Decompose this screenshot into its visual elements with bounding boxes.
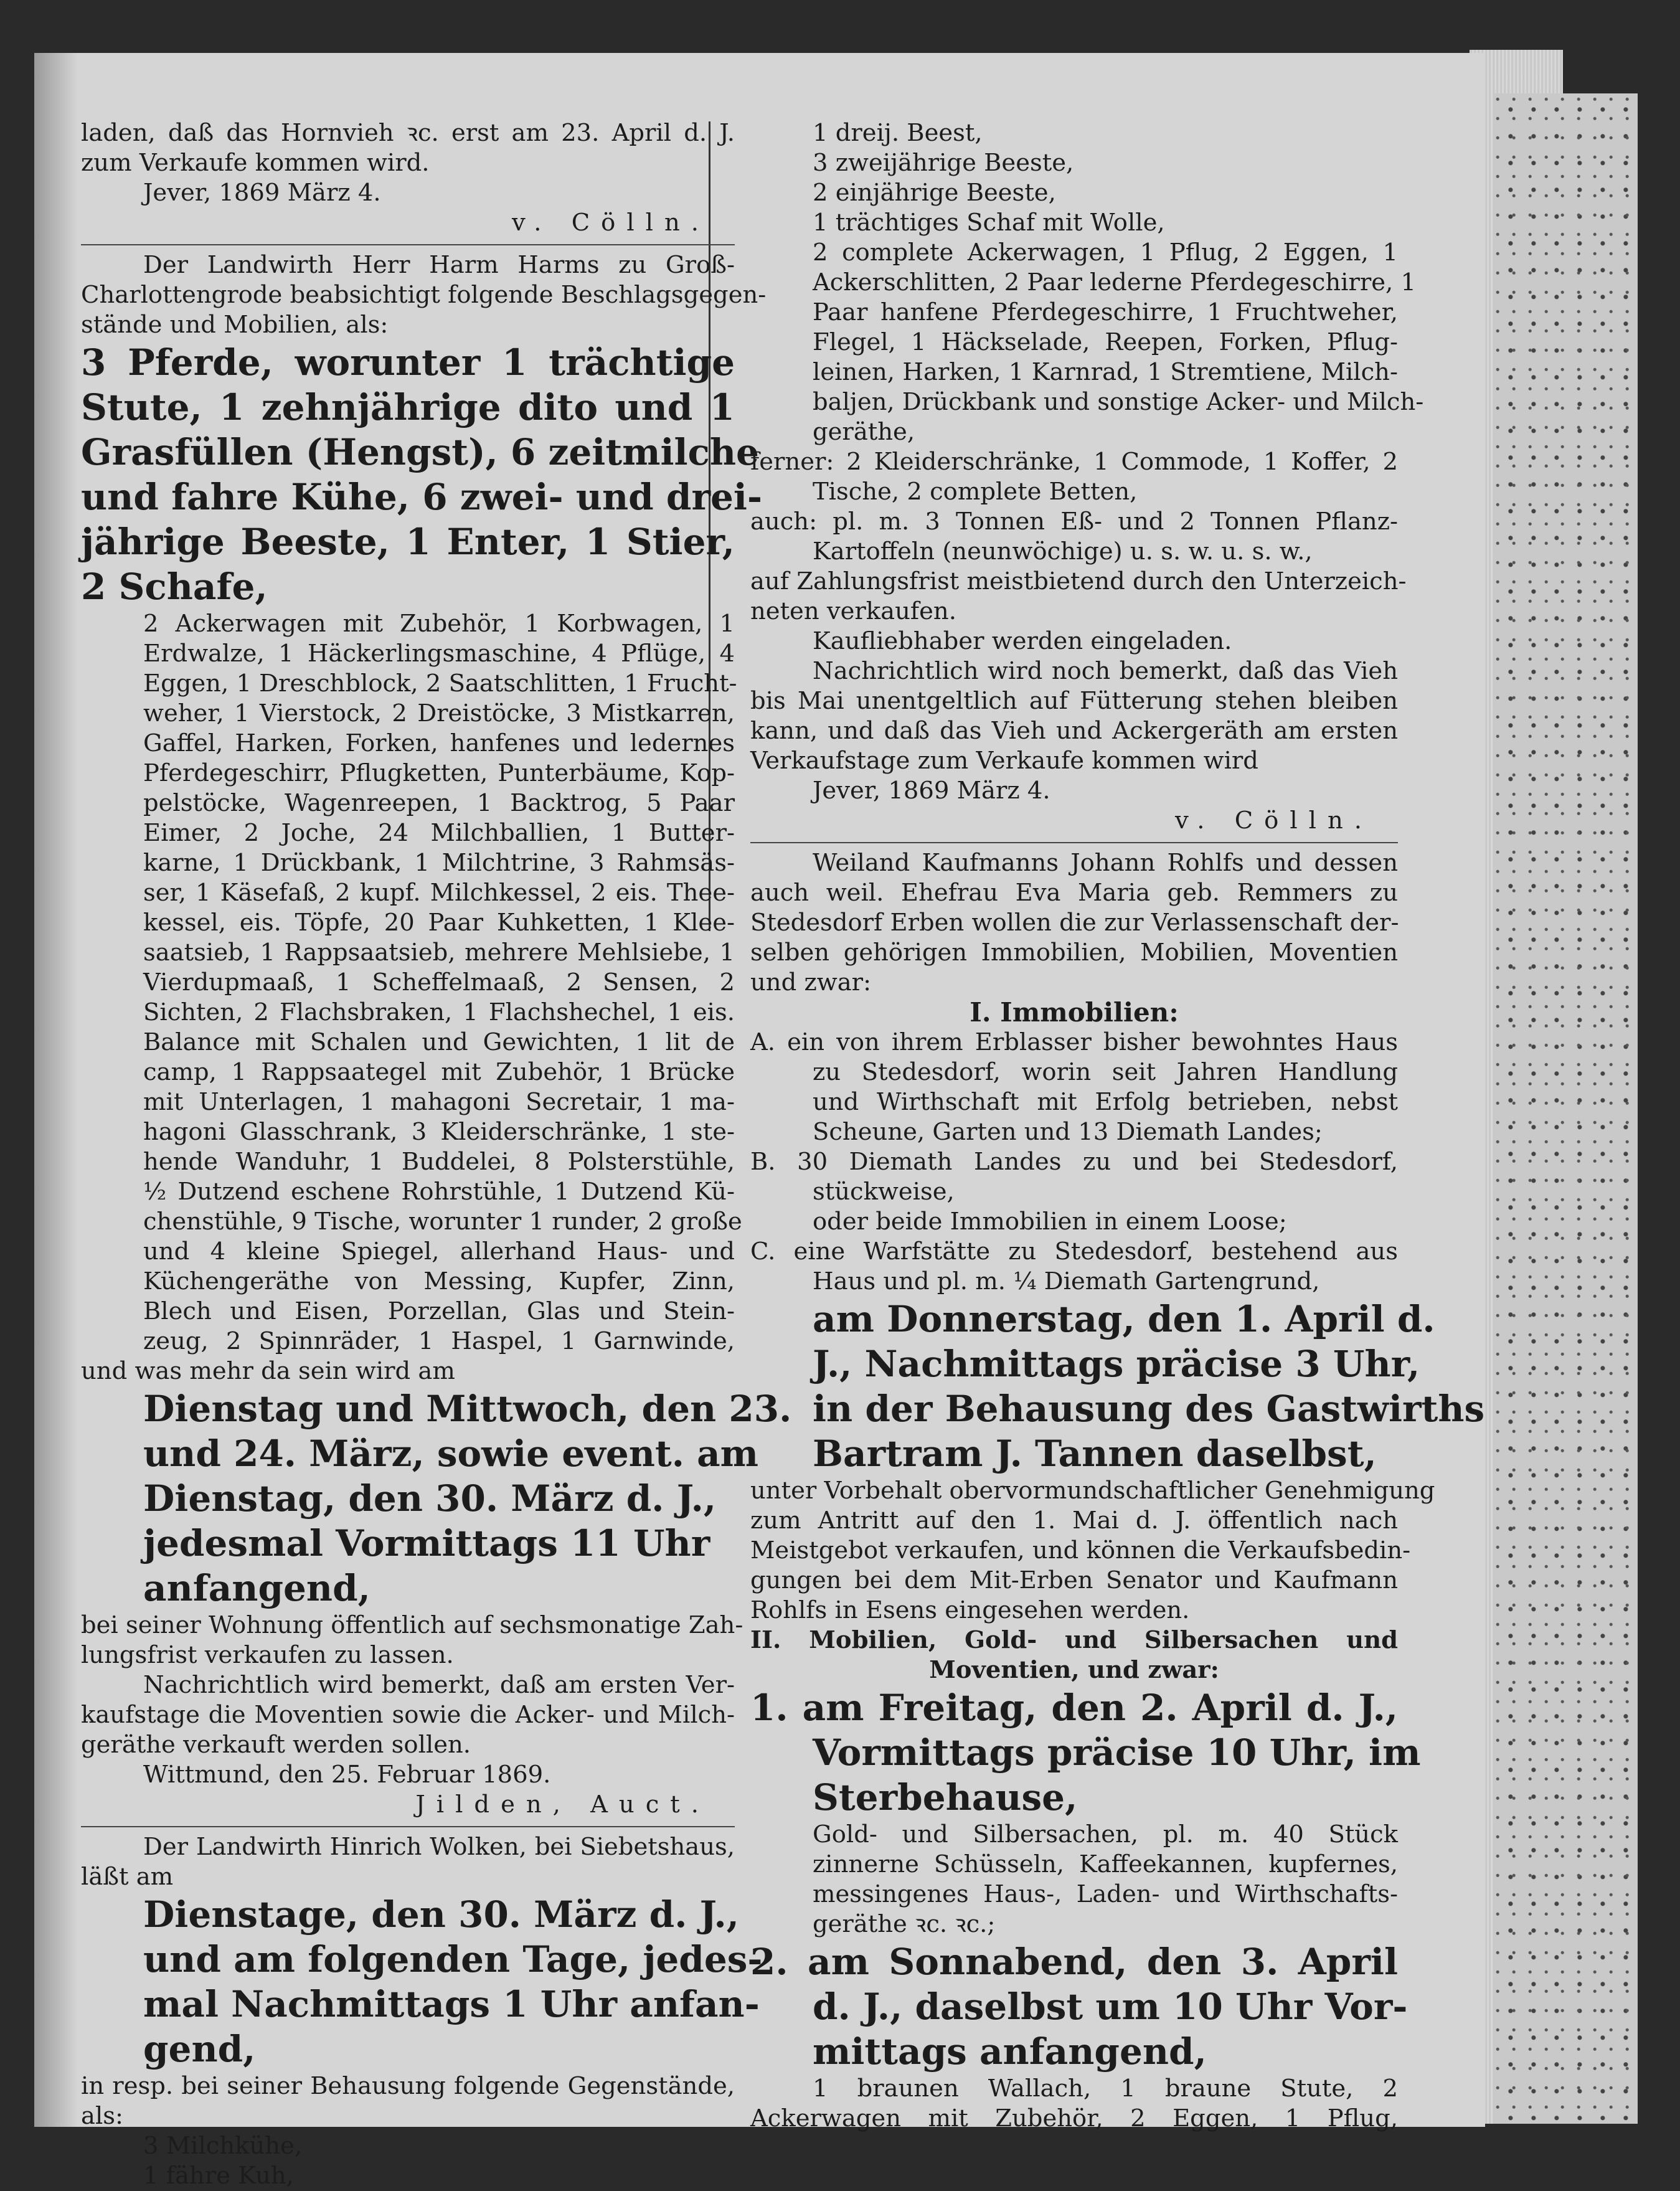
- spine-shadow: [34, 53, 78, 2127]
- text-line: Eggen, 1 Dreschblock, 2 Saatschlitten, 1 Frucht-: [143, 670, 737, 698]
- text-line: und 4 kleine Spiegel, allerhand Haus- und: [143, 1237, 735, 1266]
- list-item: Flegel, 1 Häckselade, Reepen, Forken, Pflug-: [813, 328, 1398, 356]
- headline-line: Stute, 1 zehnjährige dito und 1: [81, 386, 735, 428]
- text-line: pelstöcke, Wagenreepen, 1 Backtrog, 5 Paar: [143, 789, 735, 817]
- headline-line: jährige Beeste, 1 Enter, 1 Stier,: [81, 521, 735, 563]
- text-line: 2 Ackerwagen mit Zubehör, 1 Korbwagen, 1: [143, 610, 735, 638]
- text-line: auch: pl. m. 3 Tonnen Eß- und 2 Tonnen Pflanz-: [750, 508, 1398, 536]
- section-heading: Moventien, und zwar:: [929, 1656, 1219, 1684]
- list-item: Ackerwagen mit Zubehör, 2 Eggen, 1 Pflug,: [750, 2104, 1398, 2132]
- headline-line: J., Nachmittags präcise 3 Uhr,: [813, 1343, 1420, 1385]
- list-item: 3 zweijährige Beeste,: [813, 149, 1074, 177]
- list-item: geräthe,: [813, 418, 915, 446]
- text-line: bis Mai unentgeltlich auf Fütterung stehen bleiben: [750, 687, 1398, 715]
- text-line: laden, daß das Hornvieh ꝛc. erst am 23. April d. J.: [81, 119, 735, 147]
- text-line: Kartoffeln (neunwöchige) u. s. w. u. s. w.,: [813, 537, 1313, 565]
- text-line: unter Vorbehalt obervormundschaftlicher Genehmigung: [750, 1477, 1435, 1505]
- text-line: ser, 1 Käsefaß, 2 kupf. Milchkessel, 2 eis. Thee-: [143, 879, 735, 907]
- text-line: Gaffel, Harken, Forken, hanfenes und ledernes: [143, 729, 735, 757]
- headline-line: und 24. März, sowie event. am: [143, 1432, 759, 1475]
- headline-line: Bartram J. Tannen daselbst,: [813, 1432, 1377, 1475]
- text-line: geräthe verkauft werden sollen.: [81, 1731, 471, 1759]
- ad-separator: [81, 1826, 735, 1827]
- text-line: Küchengeräthe von Messing, Kupfer, Zinn,: [143, 1267, 735, 1295]
- text-line: hagoni Glasschrank, 3 Kleiderschränke, 1 ste-: [143, 1118, 735, 1146]
- list-item: stückweise,: [813, 1178, 955, 1206]
- list-item: Ackerschlitten, 2 Paar lederne Pferdegeschirre, 1: [813, 268, 1417, 296]
- text-line: zum Verkaufe kommen wird.: [81, 149, 430, 177]
- text-line: Charlottengrode beabsichtigt folgende Beschlagsgegen-: [81, 281, 767, 309]
- text-line: Rohlfs in Esens eingesehen werden.: [750, 1596, 1190, 1624]
- text-line: zum Antritt auf den 1. Mai d. J. öffentlich nach: [750, 1507, 1398, 1535]
- list-item: messingenes Haus-, Laden- und Wirthschafts-: [813, 1880, 1398, 1908]
- text-line: karne, 1 Drückbank, 1 Milchtrine, 3 Rahmsäs-: [143, 849, 735, 877]
- text-line: Erdwalze, 1 Häckerlingsmaschine, 4 Pflüge, 4: [143, 640, 735, 668]
- headline-line: und fahre Kühe, 6 zwei- und drei-: [81, 476, 763, 518]
- text-line: ferner: 2 Kleiderschränke, 1 Commode, 1 Koffer, 2: [750, 448, 1398, 476]
- headline-line: 1. am Freitag, den 2. April d. J.,: [750, 1687, 1398, 1729]
- text-line: camp, 1 Rappsaategel mit Zubehör, 1 Brücke: [143, 1058, 735, 1086]
- text-line: Stedesdorf Erben wollen die zur Verlassenschaft der-: [750, 909, 1399, 937]
- text-line: und was mehr da sein wird am: [81, 1357, 455, 1385]
- list-item: B. 30 Diemath Landes zu und bei Stedesdorf,: [750, 1148, 1398, 1176]
- list-item: 2 einjährige Beeste,: [813, 179, 1056, 207]
- text-line: Der Landwirth Hinrich Wolken, bei Siebetshaus,: [143, 1833, 735, 1861]
- text-line: Sichten, 2 Flachsbraken, 1 Flachshechel, 1 eis.: [143, 998, 735, 1026]
- section-heading: II. Mobilien, Gold- und Silbersachen und: [750, 1626, 1398, 1654]
- text-line: Pferdegeschirr, Pflugketten, Punterbäume, Kop-: [143, 759, 735, 787]
- headline-line: Sterbehause,: [813, 1776, 1078, 1819]
- text-line: läßt am: [81, 1863, 174, 1891]
- left-column: [81, 118, 792, 2191]
- headline-line: am Donnerstag, den 1. April d.: [813, 1298, 1435, 1340]
- section-heading: I. Immobilien:: [970, 997, 1179, 1028]
- text-line: neten verkaufen.: [750, 597, 956, 625]
- list-item: und Wirthschaft mit Erfolg betrieben, nebst: [813, 1088, 1398, 1116]
- list-item: oder beide Immobilien in einem Loose;: [813, 1208, 1287, 1236]
- headline-line: 2. am Sonnabend, den 3. April: [750, 1941, 1398, 1983]
- text-line: in resp. bei seiner Behausung folgende Gegenstände,: [81, 2072, 735, 2100]
- headline-line: 2 Schafe,: [81, 565, 268, 608]
- text-line: bei seiner Wohnung öffentlich auf sechsmonatige Zah-: [81, 1611, 743, 1639]
- text-line: Nachrichtlich wird bemerkt, daß am ersten Ver-: [143, 1671, 735, 1699]
- list-item: 1 trächtiges Schaf mit Wolle,: [813, 209, 1165, 237]
- headline-line: Dienstag und Mittwoch, den 23.: [143, 1388, 792, 1430]
- headline-line: mal Nachmittags 1 Uhr anfan-: [143, 1983, 760, 2025]
- list-item: Scheune, Garten und 13 Diemath Landes;: [813, 1118, 1323, 1146]
- text-line: auf Zahlungsfrist meistbietend durch den Unterzeich-: [750, 567, 1407, 595]
- headline-line: jedesmal Vormittags 11 Uhr: [143, 1522, 710, 1564]
- headline-line: gend,: [143, 2028, 256, 2070]
- text-line: als:: [81, 2102, 123, 2130]
- signature: Jilden, Auct.: [415, 1791, 710, 1819]
- text-line: lungsfrist verkaufen zu lassen.: [81, 1641, 454, 1669]
- text-line: und zwar:: [750, 968, 872, 996]
- headline-line: und am folgenden Tage, jedes-: [143, 1938, 763, 1980]
- text-line: mit Unterlagen, 1 mahagoni Secretair, 1 ma-: [143, 1088, 735, 1116]
- text-line: weher, 1 Vierstock, 2 Dreistöcke, 3 Mistkarren,: [143, 699, 735, 727]
- date-line: Jever, 1869 März 4.: [143, 179, 381, 207]
- text-line: Verkaufstage zum Verkaufe kommen wird: [750, 747, 1258, 775]
- signature: v. Cölln.: [1175, 807, 1373, 835]
- list-item: leinen, Harken, 1 Karnrad, 1 Stremtiene, Milch-: [813, 358, 1398, 386]
- text-line: Blech und Eisen, Porzellan, Glas und Stein-: [143, 1297, 735, 1325]
- signature: v. Cölln.: [512, 209, 710, 237]
- text-line: kaufstage die Moventien sowie die Acker- und Milch-: [81, 1701, 735, 1729]
- text-line: Meistgebot verkaufen, und können die Verkaufsbedin-: [750, 1536, 1411, 1564]
- headline-line: Dienstag, den 30. März d. J.,: [143, 1477, 717, 1520]
- text-line: chenstühle, 9 Tische, worunter 1 runder, 2 große: [143, 1208, 742, 1236]
- text-line: kann, und daß das Vieh und Ackergeräth am ersten: [750, 717, 1398, 745]
- list-item: Haus und pl. m. ¼ Diemath Gartengrund,: [813, 1267, 1320, 1295]
- text-line: Der Landwirth Herr Harm Harms zu Groß-: [143, 251, 735, 279]
- list-item: zu Stedesdorf, worin seit Jahren Handlung: [813, 1058, 1398, 1086]
- headline-line: Grasfüllen (Hengst), 6 zeitmilche: [81, 431, 759, 473]
- list-item: 1 braunen Wallach, 1 braune Stute, 2: [813, 2075, 1398, 2103]
- text-line: gungen bei dem Mit-Erben Senator und Kaufmann: [750, 1566, 1398, 1594]
- date-line: Jever, 1869 März 4.: [813, 777, 1050, 805]
- headline-line: mittags anfangend,: [813, 2030, 1207, 2073]
- text-line: selben gehörigen Immobilien, Mobilien, Moventien: [750, 939, 1398, 967]
- headline-line: Vormittags präcise 10 Uhr, im: [813, 1731, 1421, 1774]
- headline-line: in der Behausung des Gastwirths: [813, 1388, 1485, 1430]
- list-item: Gold- und Silbersachen, pl. m. 40 Stück: [813, 1820, 1398, 1848]
- text-line: ½ Dutzend eschene Rohrstühle, 1 Dutzend Kü-: [143, 1178, 735, 1206]
- ad-separator: [750, 842, 1398, 843]
- date-line: Wittmund, den 25. Februar 1869.: [143, 1761, 551, 1789]
- text-line: Nachrichtlich wird noch bemerkt, daß das Vieh: [813, 657, 1398, 685]
- ad-separator: [81, 244, 735, 245]
- list-item: zinnerne Schüsseln, Kaffeekannen, kupfernes,: [813, 1850, 1398, 1878]
- text-line: Weiland Kaufmanns Johann Rohlfs und dessen: [813, 849, 1398, 877]
- list-item: Paar hanfene Pferdegeschirre, 1 Fruchtweher,: [813, 298, 1398, 326]
- list-item: 1 fähre Kuh,: [143, 2162, 294, 2190]
- newspaper-page: [34, 53, 1485, 2190]
- text-line: Eimer, 2 Joche, 24 Milchballien, 1 Butter-: [143, 819, 735, 847]
- text-line: saatsieb, 1 Rappsaatsieb, mehrere Mehlsiebe, 1: [143, 939, 735, 967]
- text-line: auch weil. Ehefrau Eva Maria geb. Remmers zu: [750, 879, 1398, 907]
- text-line: stände und Mobilien, als:: [81, 311, 389, 339]
- book-cover: [1494, 93, 1638, 2124]
- text-line: kessel, eis. Töpfe, 20 Paar Kuhketten, 1 Klee-: [143, 909, 735, 937]
- text-line: Tische, 2 complete Betten,: [813, 478, 1138, 506]
- list-item: 2 complete Ackerwagen, 1 Pflug, 2 Eggen, 1: [813, 239, 1398, 267]
- list-item: baljen, Drückbank und sonstige Acker- und Milch-: [813, 388, 1424, 416]
- text-line: Balance mit Schalen und Gewichten, 1 lit de: [143, 1028, 735, 1056]
- headline-line: Dienstage, den 30. März d. J.,: [143, 1893, 739, 1936]
- text-line: Vierdupmaaß, 1 Scheffelmaaß, 2 Sensen, 2: [143, 968, 735, 996]
- list-item: C. eine Warfstätte zu Stedesdorf, bestehend aus: [750, 1237, 1398, 1266]
- list-item: A. ein von ihrem Erblasser bisher bewohntes Haus: [750, 1028, 1398, 1056]
- list-item: 3 Milchkühe,: [143, 2132, 303, 2160]
- text-line: Kaufliebhaber werden eingeladen.: [813, 627, 1232, 655]
- right-column: [750, 118, 1485, 2134]
- list-item: geräthe ꝛc. ꝛc.;: [813, 1910, 996, 1938]
- headline-line: 3 Pferde, worunter 1 trächtige: [81, 341, 735, 384]
- headline-line: d. J., daselbst um 10 Uhr Vor-: [813, 1985, 1408, 2028]
- headline-line: anfangend,: [143, 1567, 370, 1609]
- text-line: hende Wanduhr, 1 Buddelei, 8 Polsterstühle,: [143, 1148, 735, 1176]
- list-item: 1 dreij. Beest,: [813, 119, 983, 147]
- text-line: zeug, 2 Spinnräder, 1 Haspel, 1 Garnwinde,: [143, 1327, 735, 1355]
